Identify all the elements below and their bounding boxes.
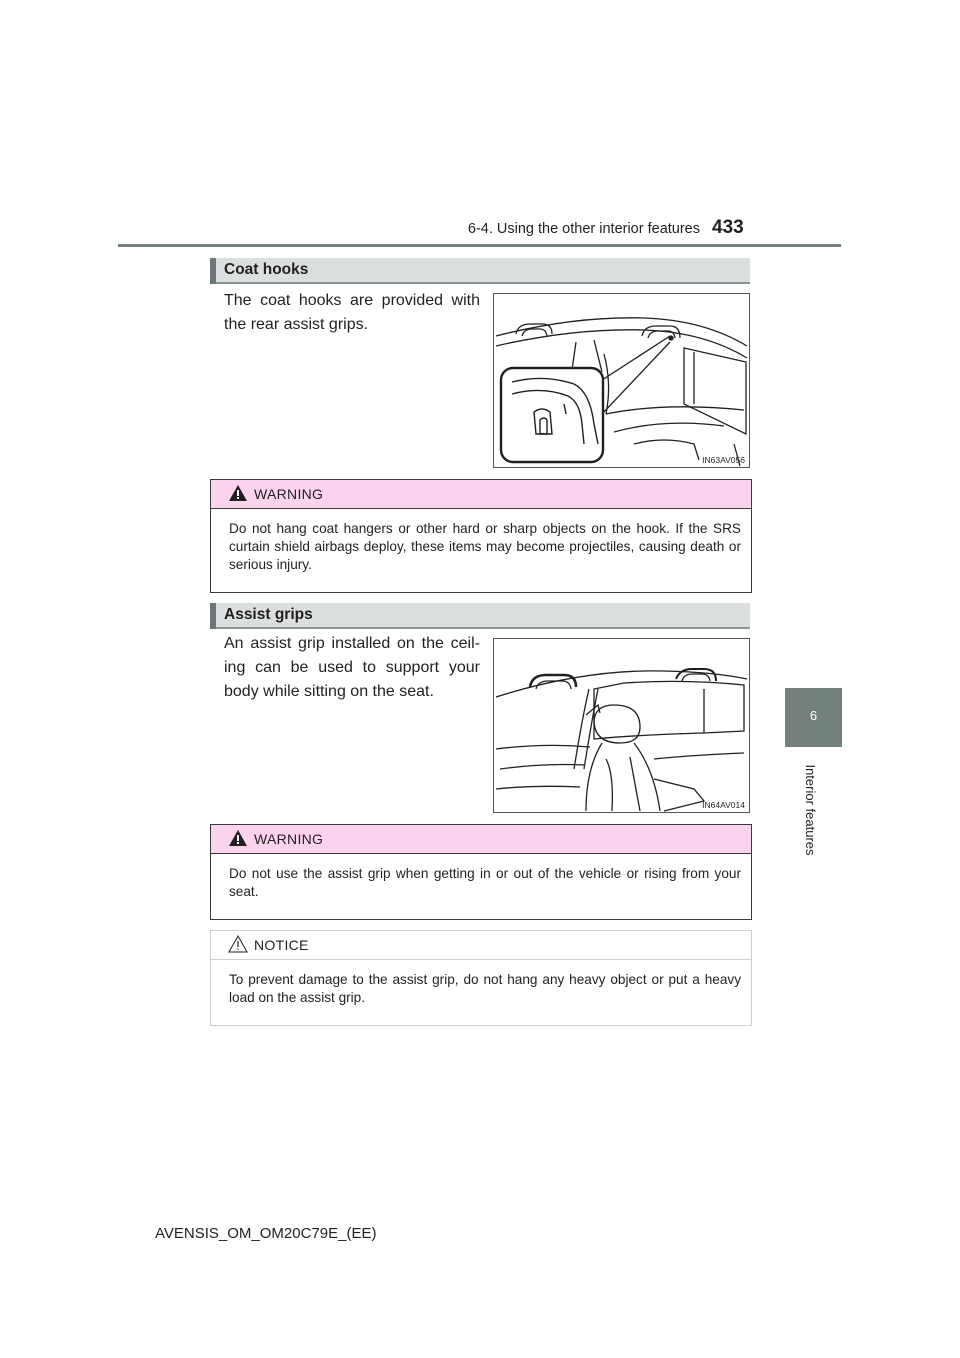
warning-text-coat-hooks: Do not hang coat hangers or other hard or sharp objects on the hook. If the SRS curtain shield airbags deploy, these items may become projectiles, causing death or serious injury.	[229, 521, 741, 572]
chapter-tab-number: 6	[809, 708, 818, 723]
section-title-assist-grips: Assist grips	[224, 606, 313, 623]
coat-hook-drawing	[494, 294, 749, 467]
notice-band	[211, 931, 751, 960]
warning-triangle-icon	[228, 829, 248, 847]
figure-code-assist-grips: IN64AV014	[702, 800, 745, 810]
section-title-coat-hooks: Coat hooks	[224, 261, 309, 278]
running-header-section-title: 6-4. Using the other interior features	[467, 221, 700, 237]
warning-box-coat-hooks	[210, 479, 752, 593]
assist-grip-drawing	[494, 639, 749, 812]
warning-triangle-icon	[228, 484, 248, 502]
notice-text: To prevent damage to the assist grip, do not hang any heavy object or put a heavy load on the assist grip.	[229, 972, 741, 1005]
coat-hook-illustration	[493, 293, 750, 468]
page-number: 433	[712, 217, 744, 238]
document-code: AVENSIS_OM_OM20C79E_(EE)	[155, 1225, 377, 1242]
section-header-coat-hooks	[210, 258, 750, 284]
coat-hooks-description: The coat hooks are provided with the rear assist grips.	[224, 292, 480, 333]
notice-box-assist-grips	[210, 930, 752, 1026]
assist-grip-illustration	[493, 638, 750, 813]
caution-triangle-outline-icon	[228, 935, 248, 953]
warning-band	[211, 480, 751, 509]
figure-code-coat-hooks: IN63AV056	[702, 455, 745, 465]
warning-box-assist-grips	[210, 824, 752, 920]
warning-band	[211, 825, 751, 854]
chapter-tab-label: Interior features	[803, 764, 818, 856]
warning-text-assist-grips: Do not use the assist grip when getting in or out of the vehicle or rising from your seat.	[229, 866, 741, 899]
warning-label: WARNING	[254, 831, 324, 847]
header-rule	[118, 244, 841, 247]
assist-grips-description: An assist grip installed on the ceil-ing can be used to support your body while sitting on the seat.	[224, 635, 480, 700]
section-header-assist-grips	[210, 603, 750, 629]
notice-label: NOTICE	[254, 937, 309, 953]
warning-label: WARNING	[254, 486, 324, 502]
